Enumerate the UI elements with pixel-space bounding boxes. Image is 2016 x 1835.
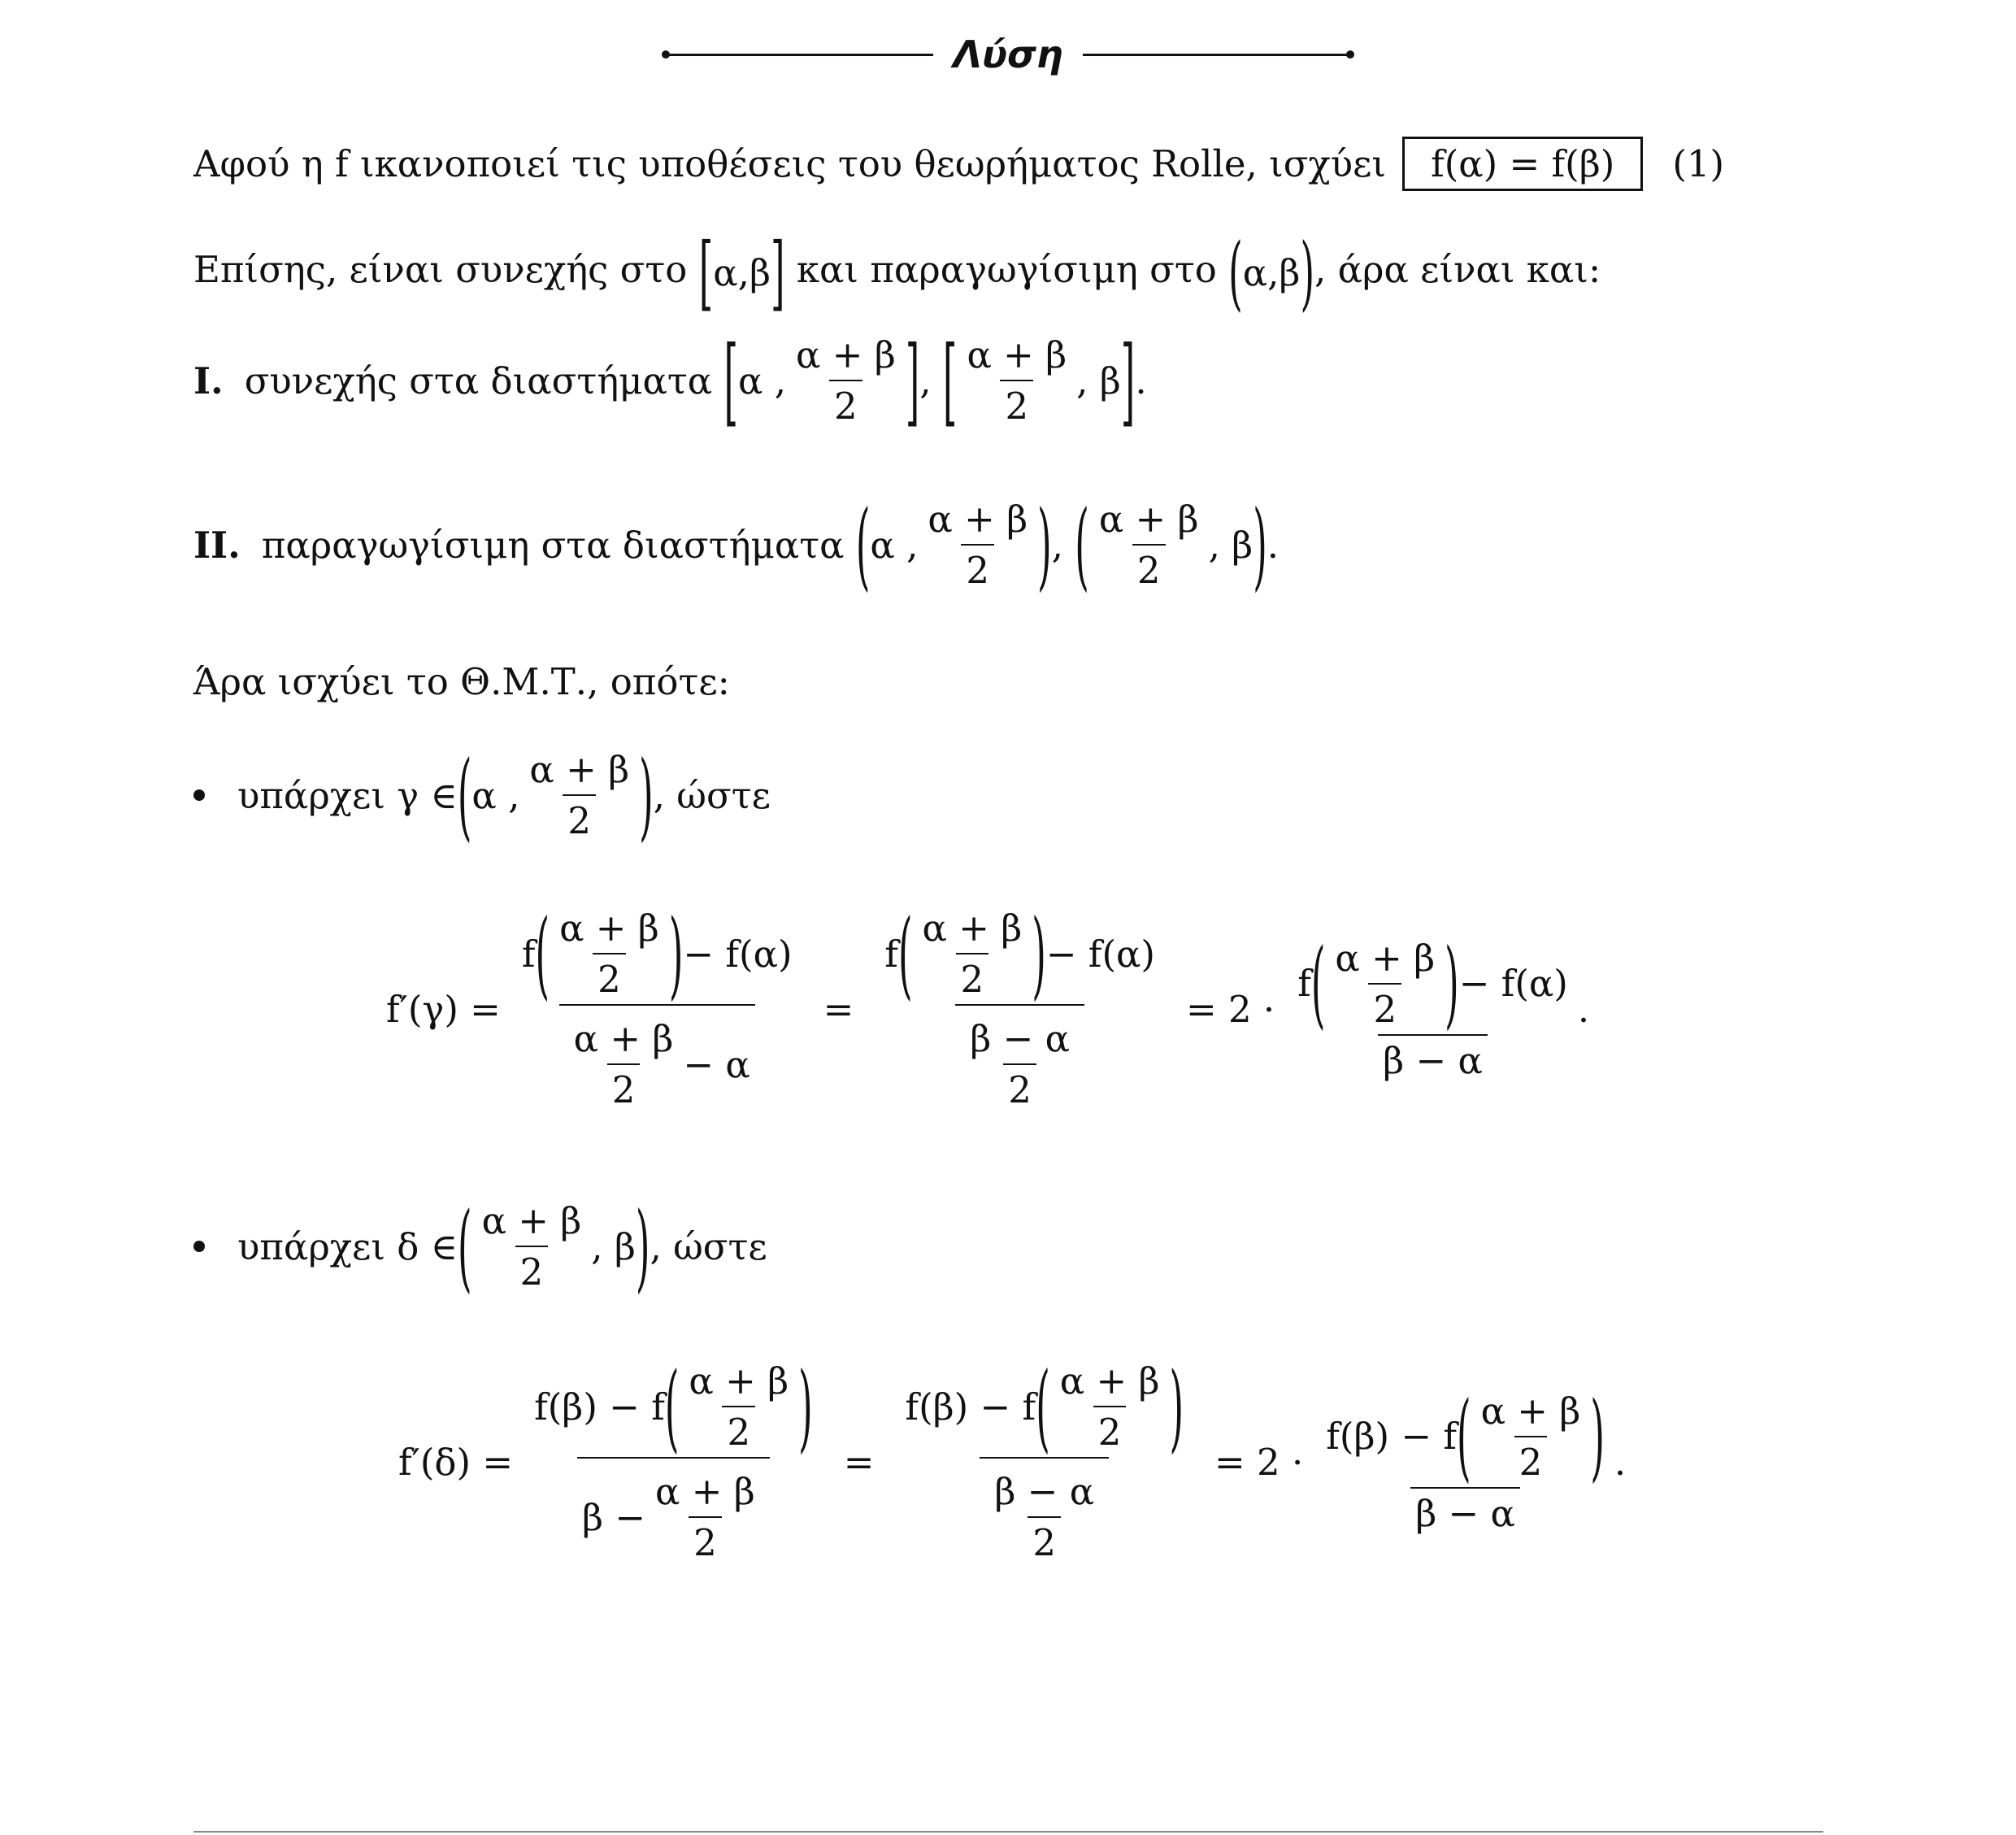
numerator: α + β	[1059, 1359, 1160, 1402]
denominator: 2	[1093, 1406, 1127, 1454]
solution-title	[0, 33, 2016, 76]
title-text: Λύση	[953, 33, 1063, 76]
title-rule-left	[665, 54, 933, 56]
fraction	[962, 333, 1071, 428]
title-rule-right	[1083, 54, 1351, 56]
denominator: 2	[961, 544, 994, 592]
numerator: α + β	[967, 333, 1067, 376]
item-mark-2: II.	[193, 523, 241, 567]
exists-gamma: υπάρχει γ ∈	[237, 773, 458, 817]
item-continuous: I. συνεχής στα διαστήματα [ α , $\frac{\alpha + \beta}{2}$ ] , [ $\frac{\alpha + \beta}{2}$ , β ] .	[193, 324, 1147, 437]
sym-alpha: α	[471, 773, 497, 817]
bottom-rule	[193, 1831, 1823, 1833]
denominator: 2	[515, 1246, 549, 1294]
lhs-delta: f′(δ) =	[398, 1440, 514, 1484]
sym-f: f	[884, 932, 898, 976]
continuity-text: Επίσης, είναι συνεχής στο	[193, 248, 688, 291]
numerator: α + β	[559, 907, 659, 950]
item-mark-1: I.	[193, 359, 224, 402]
denominator: 2	[563, 794, 596, 842]
such-that: , ώστε	[650, 1224, 767, 1268]
denominator: 2	[1000, 380, 1033, 428]
rolle-text: Αφού η f ικανοποιεί τις υποθέσεις του θεωρήματος Rolle, ισχύει	[193, 142, 1387, 185]
open-interval: α,β	[1242, 251, 1301, 294]
numerator: α + β	[481, 1199, 582, 1242]
differentiable-text: και παραγωγίσιμη στο	[796, 248, 1217, 291]
conclusion-text: , άρα είναι και:	[1314, 248, 1601, 291]
equation-number: (1)	[1672, 142, 1725, 185]
denominator: β − α	[1378, 1034, 1488, 1082]
bullet-dot	[193, 1241, 205, 1252]
equation-delta: f′(δ) = f(β) − f ( $\frac{\alpha + \beta}{2}$ ) β − $\frac{\alpha + \beta}{2}$ = f(β) − f ( $\frac{\alpha + \beta}{2}$ ) $\frac{\beta - \alpha}{2}$ = 2 · f(β) − f ( $\frac{\alpha + \beta}{2}$ ) β − α .	[398, 1350, 1627, 1564]
fraction-1: f(β) − f ( $\frac{\alpha + \beta}{2}$ ) β − $\frac{\alpha + \beta}{2}$	[534, 1350, 813, 1564]
such-that: , ώστε	[653, 773, 771, 817]
minus-f-alpha: − f(α)	[1045, 932, 1155, 976]
bullet-gamma: υπάρχει γ ∈ ( α , $\frac{\alpha + \beta}{2}$ ) , ώστε	[193, 748, 771, 842]
beta-minus: β −	[582, 1495, 646, 1539]
denominator: 2	[956, 953, 989, 1001]
fraction	[923, 498, 1032, 592]
f-beta-minus-f: f(β) − f	[534, 1385, 665, 1428]
fraction-2: f(β) − f ( $\frac{\alpha + \beta}{2}$ ) $\frac{\beta - \alpha}{2}$	[905, 1350, 1184, 1564]
minus-f-alpha: − f(α)	[1458, 962, 1568, 1005]
numerator: α + β	[922, 907, 1023, 950]
paragraph-rolle	[193, 137, 1724, 191]
times-two: = 2 ·	[1214, 1440, 1304, 1484]
numerator: α + β	[1335, 936, 1436, 980]
denominator: 2	[1003, 1063, 1036, 1111]
fraction	[524, 748, 634, 842]
fraction-1: f ( $\frac{\alpha + \beta}{2}$ ) − f(α) $\frac{\alpha + \beta}{2}$ − α	[521, 898, 793, 1111]
paragraph-continuity: Επίσης, είναι συνεχής στο [ α,β ] και παραγωγίσιμη στο ( α,β ) , άρα είναι και:	[193, 225, 1601, 320]
f-beta-minus-f: f(β) − f	[1326, 1415, 1458, 1458]
equation-gamma: f′(γ) = f ( $\frac{\alpha + \beta}{2}$ ) − f(α) $\frac{\alpha + \beta}{2}$ − α = f ( $\frac{\alpha + \beta}{2}$ ) − f(α) $\frac{\beta - \alpha}{2}$ = 2 · f ( $\frac{\alpha + \beta}{2}$ ) − f(α) β − α .	[386, 898, 1590, 1111]
sym-alpha: α	[870, 523, 895, 567]
sym-alpha: α	[738, 359, 763, 402]
denominator: 2	[829, 380, 862, 428]
exists-delta: υπάρχει δ ∈	[237, 1224, 458, 1268]
denominator: 2	[1368, 983, 1401, 1031]
equals: =	[823, 987, 854, 1031]
fraction	[1094, 498, 1204, 592]
minus-f-alpha: − f(α)	[683, 932, 793, 976]
fraction-3: f ( $\frac{\alpha + \beta}{2}$ ) − f(α) β − α	[1297, 927, 1568, 1082]
numerator: α + β	[1098, 498, 1199, 541]
boxed-equation: f(α) = f(β)	[1402, 137, 1643, 191]
closed-interval: α,β	[713, 251, 771, 294]
numerator: β − α	[994, 1470, 1095, 1513]
denominator: 2	[1028, 1516, 1061, 1564]
denominator: 2	[722, 1406, 755, 1454]
lhs-gamma: f′(γ) =	[386, 987, 501, 1031]
bullet-delta: υπάρχει δ ∈ ( $\frac{\alpha + \beta}{2}$ , β ) , ώστε	[193, 1199, 767, 1294]
numerator: α + β	[689, 1359, 789, 1402]
equals: =	[843, 1440, 875, 1484]
fraction	[477, 1199, 587, 1294]
denominator: 2	[607, 1063, 641, 1111]
denominator: 2	[593, 953, 626, 1001]
sym-f: f	[521, 932, 536, 976]
numerator: α + β	[1480, 1389, 1581, 1433]
denominator: 2	[1514, 1436, 1548, 1484]
sym-beta: β	[614, 1224, 636, 1268]
minus-alpha: − α	[683, 1042, 750, 1086]
sym-beta: β	[1099, 359, 1121, 402]
numerator: α + β	[928, 498, 1028, 541]
numerator: α + β	[655, 1470, 755, 1513]
fraction	[791, 333, 901, 428]
numerator: β − α	[970, 1017, 1070, 1060]
mvt-text: Άρα ισχύει το Θ.Μ.Τ., οπότε:	[193, 660, 730, 703]
item-text-2: παραγωγίσιμη στα διαστήματα	[261, 523, 845, 567]
bullet-dot	[193, 789, 205, 801]
item-differentiable: II. παραγωγίσιμη στα διαστήματα ( α , $\frac{\alpha + \beta}{2}$ ) , ( $\frac{\alpha + \beta}{2}$ , β ) .	[193, 489, 1280, 601]
denominator: 2	[689, 1516, 722, 1564]
item-text-1: συνεχής στα διαστήματα	[244, 359, 713, 402]
denominator: β − α	[1410, 1487, 1520, 1535]
times-two: = 2 ·	[1185, 987, 1275, 1031]
fraction-3: f(β) − f ( $\frac{\alpha + \beta}{2}$ ) β − α	[1326, 1380, 1605, 1535]
sym-f: f	[1297, 962, 1311, 1005]
denominator: 2	[1132, 544, 1166, 592]
numerator: α + β	[796, 333, 896, 376]
numerator: α + β	[573, 1017, 674, 1060]
fraction-2: f ( $\frac{\alpha + \beta}{2}$ ) − f(α) $\frac{\beta - \alpha}{2}$	[884, 898, 1155, 1111]
sym-beta: β	[1232, 523, 1253, 567]
numerator: α + β	[529, 748, 630, 791]
f-beta-minus-f: f(β) − f	[905, 1385, 1036, 1428]
